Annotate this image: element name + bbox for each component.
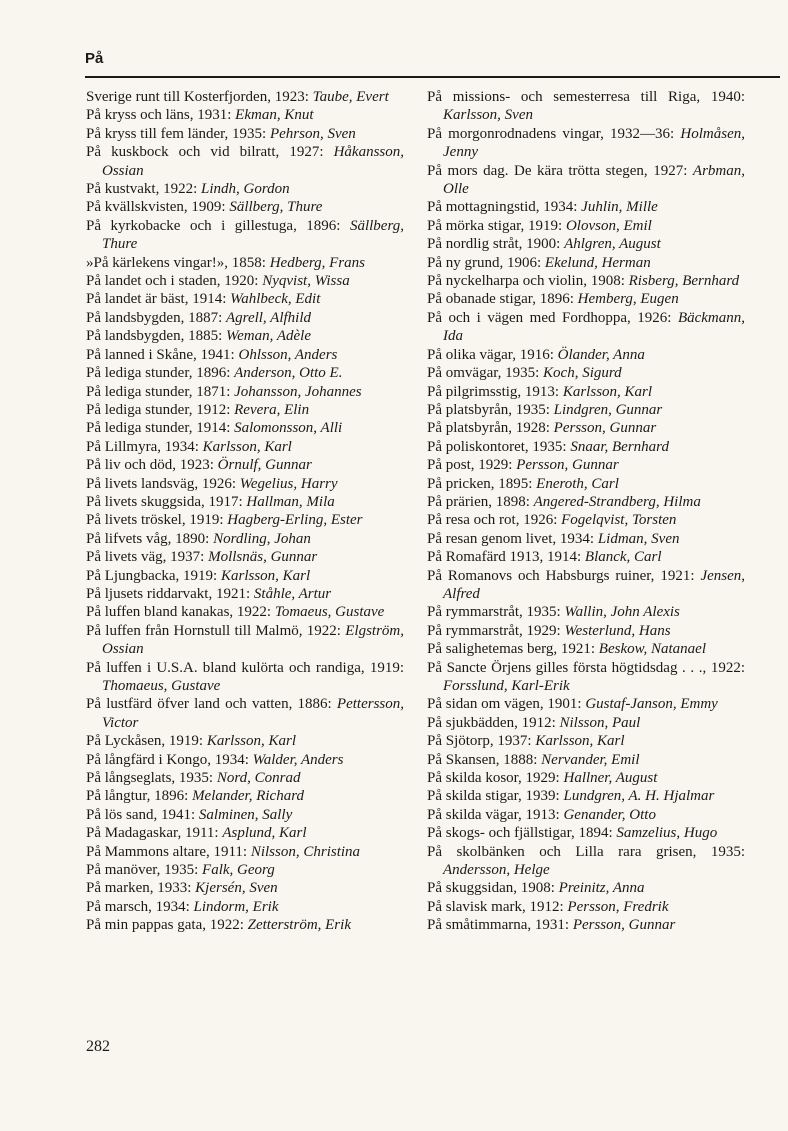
entry-title: På lediga stunder, 1914: [86,420,235,437]
index-entry [86,585,404,603]
entry-title: På Romanovs och Habsburgs ruiner, 1921: [427,567,701,584]
entry-author: Arbman, Olle [443,162,745,198]
entry-title: På morgonrodnadens vingar, 1932—36: [427,125,681,142]
entry-title: På Mammons altare, 1911: [86,843,251,860]
entry-author: Falk, Georg [202,862,275,879]
index-entry [86,695,404,732]
entry-title: På ljusets riddarvakt, 1921: [86,585,254,602]
entry-author: Anderson, Otto E. [234,365,343,382]
entry-title: »På kärlekens vingar!», 1858: [86,254,270,271]
index-entry [86,475,404,493]
entry-title: På ny grund, 1906: [427,254,545,271]
entry-author: Hedberg, Frans [269,254,365,271]
index-entry [86,309,404,327]
index-entry [86,383,404,401]
index-entry [86,567,404,585]
entry-author: Salomonsson, Alli [234,420,343,437]
entry-title: På platsbyrån, 1935: [427,401,554,418]
entry-author: Ståhle, Artur [253,585,332,602]
index-entry [427,475,745,493]
entry-title: På pricken, 1895: [427,475,537,492]
entry-title: På missions- och semesterresa till Riga, 1940: [427,89,745,105]
entry-title: På min pappas gata, 1922: [86,917,248,934]
index-entry [86,511,404,529]
index-entry [427,162,745,199]
entry-title: På landet är bäst, 1914: [86,291,231,308]
entry-title: På liv och död, 1923: [86,457,218,474]
entry-title: På omvägar, 1935: [427,365,544,382]
entry-title: På resan genom livet, 1934: [427,530,598,547]
index-entry [427,254,745,272]
entry-author: Melander, Richard [192,788,304,805]
entry-author: Ohlsson, Anders [238,346,338,363]
index-entry [86,530,404,548]
index-entry [427,879,745,897]
entry-author: Ekelund, Herman [544,254,651,271]
entry-author: Agrell, Alfhild [226,309,311,326]
index-entry [427,787,745,805]
entry-author: Hemberg, Eugen [577,291,679,308]
index-entry [86,787,404,805]
entry-author: Zetterström, Erik [247,917,351,934]
index-entry [86,493,404,511]
entry-title: På luffen från Hornstull till Malmö, 1922: [86,622,346,639]
index-entry [427,438,745,456]
entry-title: På kvällskvisten, 1909: [86,199,230,216]
entry-title: På rymmarstråt, 1929: [427,622,565,639]
index-entry [86,327,404,345]
index-entry [86,751,404,769]
entry-title: På lös sand, 1941: [86,806,199,823]
entry-title: På resa och rot, 1926: [427,512,562,529]
entry-title: På lediga stunder, 1871: [86,383,235,400]
entry-title: På manöver, 1935: [86,862,203,879]
index-entry [427,290,745,308]
index-entry [427,695,745,713]
entry-title: På skilda stigar, 1939: [427,788,564,805]
entry-author: Thomaeus, Gustave [102,678,221,694]
entry-title: På rymmarstråt, 1935: [427,604,565,621]
entry-title: På Sancte Örjens gilles första högtidsdag . . ., 1922: [427,659,745,676]
index-entry [427,456,745,474]
entry-author: Taube, Evert [312,89,389,105]
index-entry [427,622,745,640]
index-entry [427,217,745,235]
index-entry [86,272,404,290]
index-entry [427,272,745,290]
index-entry [427,898,745,916]
entry-author: Eneroth, Carl [536,475,619,492]
index-entry [427,530,745,548]
entry-title: På landsbygden, 1887: [86,309,226,326]
entry-author: Örnulf, Gunnar [217,457,312,474]
entry-title: På lanned i Skåne, 1941: [86,346,239,363]
entry-title: På kryss och läns, 1931: [86,107,236,124]
entry-author: Koch, Sigurd [543,365,622,382]
entry-author: Ölander, Anna [557,346,645,363]
entry-title: På småtimmarna, 1931: [427,917,573,934]
entry-author: Kjersén, Sven [195,880,278,897]
entry-title: På skilda vägar, 1913: [427,806,564,823]
entry-title: Sverige runt till Kosterfjorden, 1923: [86,89,313,105]
entry-author: Beskow, Natanael [598,641,706,658]
index-entry [427,125,745,162]
entry-title: På Lillmyra, 1934: [86,438,203,455]
entry-title: På och i vägen med Fordhoppa, 1926: [427,309,678,326]
index-entry [86,916,404,934]
entry-author: Gustaf-Janson, Emmy [585,696,718,713]
entry-author: Olovson, Emil [565,217,652,234]
entry-title: På poliskontoret, 1935: [427,438,571,455]
index-entry [86,364,404,382]
entry-author: Persson, Fredrik [567,898,669,915]
entry-title: På kustvakt, 1922: [86,181,201,198]
entry-author: Hallner, August [563,770,658,787]
entry-author: Johansson, Johannes [234,383,362,400]
entry-title: På landsbygden, 1885: [86,328,226,345]
entry-author: Revera, Elin [234,401,310,418]
entry-title: På kryss till fem länder, 1935: [86,125,270,142]
entry-title: På luffen i U.S.A. bland kulörta och randiga, 1919: [86,659,404,676]
entry-author: Nervander, Emil [541,751,640,768]
index-entry [86,843,404,861]
entry-author: Ekman, Knut [235,107,314,124]
entry-author: Lidman, Sven [597,530,680,547]
index-entry [427,751,745,769]
entry-author: Pettersson, Victor [102,696,404,731]
entry-title: På kyrkobacke och i gillestuga, 1896: [86,217,350,234]
entry-title: På skilda kosor, 1929: [427,770,564,787]
entry-author: Persson, Gunnar [553,420,657,437]
index-entry [86,622,404,659]
header-rule [85,76,780,78]
entry-title: På nyckelharpa och violin, 1908: [427,273,629,290]
entry-title: På skogs- och fjällstigar, 1894: [427,825,617,842]
entry-author: Mollsnäs, Gunnar [208,549,318,566]
entry-author: Nilsson, Christina [250,843,361,860]
entry-author: Bäckmann, Ida [443,309,745,345]
entry-author: Preinitz, Anna [558,880,645,897]
entry-author: Tomaeus, Gustave [274,604,385,621]
entry-title: På kuskbock och vid bilratt, 1927: [86,144,334,161]
entry-title: På Romafärd 1913, 1914: [427,549,585,566]
index-entry [86,824,404,842]
index-entry [427,824,745,842]
entry-author: Karlsson, Karl [562,383,653,400]
entry-author: Karlsson, Karl [206,733,297,750]
right-column [427,88,745,935]
entry-author: Westerlund, Hans [564,622,671,639]
entry-author: Lindgren, Gunnar [553,401,663,418]
entry-author: Karlsson, Karl [202,438,292,455]
entry-author: Nordling, Johan [213,530,311,547]
entry-author: Nyqvist, Wissa [262,273,350,290]
index-entry [86,769,404,787]
entry-title: På landet och i staden, 1920: [86,273,263,290]
entry-author: Wegelius, Harry [239,475,338,492]
index-entry [427,659,745,696]
entry-title: På nordlig stråt, 1900: [427,236,565,253]
entry-author: Risberg, Bernhard [628,273,740,290]
index-entry [86,806,404,824]
index-entry [86,88,404,106]
entry-title: På Sjötorp, 1937: [427,733,536,750]
index-entry [427,769,745,787]
entry-author: Salminen, Sally [198,806,293,823]
index-entry [86,125,404,143]
entry-author: Juhlin, Mille [581,199,658,216]
entry-author: Lindorm, Erik [193,898,279,915]
index-entry [427,383,745,401]
entry-title: På mors dag. De kära trötta stegen, 1927: [427,162,693,179]
entry-author: Karlsson, Karl [220,567,311,584]
entry-author: Nilsson, Paul [559,714,641,731]
index-entry [86,603,404,621]
entry-title: På marsch, 1934: [86,898,194,915]
entry-title: På sidan om vägen, 1901: [427,696,586,713]
entry-title: På lediga stunder, 1912: [86,401,235,418]
index-entry [86,861,404,879]
entry-author: Genander, Otto [563,806,656,823]
entry-title: På salighetemas berg, 1921: [427,641,599,658]
index-entry [427,346,745,364]
entry-author: Pehrson, Sven [269,125,356,142]
index-entry [427,732,745,750]
index-entry [86,217,404,254]
index-entry [427,309,745,346]
index-entry [86,254,404,272]
entry-author: Håkansson, Ossian [102,144,404,179]
index-entry [86,106,404,124]
entry-author: Persson, Gunnar [572,917,676,934]
entry-title: På Skansen, 1888: [427,751,542,768]
entry-author: Asplund, Karl [222,825,307,842]
index-entry [86,180,404,198]
index-entry [427,419,745,437]
index-entry [86,456,404,474]
index-entry [86,438,404,456]
index-entry [86,401,404,419]
entry-title: På skolbänken och Lilla rara grisen, 1935: [427,843,745,860]
index-entry [427,806,745,824]
entry-title: På mottagningstid, 1934: [427,199,582,216]
entry-title: På obanade stigar, 1896: [427,291,578,308]
index-entry [86,419,404,437]
entry-author: Weman, Adèle [226,328,311,345]
index-entry [427,548,745,566]
entry-author: Holmåsen, Jenny [443,125,745,161]
entry-title: På livets landsväg, 1926: [86,475,240,492]
index-entry [427,511,745,529]
index-entry [86,290,404,308]
entry-title: På långtur, 1896: [86,788,193,805]
index-entry [427,640,745,658]
entry-title: På sjukbädden, 1912: [427,714,560,731]
index-entry [86,879,404,897]
entry-title: På prärien, 1898: [427,493,534,510]
entry-title: På livets väg, 1937: [86,549,209,566]
entry-author: Persson, Gunnar [516,457,619,474]
entry-title: På skuggsidan, 1908: [427,880,559,897]
index-entry [86,548,404,566]
entry-author: Walder, Anders [252,751,344,768]
index-entry [427,916,745,934]
entry-title: På Ljungbacka, 1919: [86,567,221,584]
entry-author: Karlsson, Karl [535,733,625,750]
index-entry [427,364,745,382]
entry-title: På lediga stunder, 1896: [86,365,235,382]
page-number: 282 [86,1038,110,1055]
entry-author: Lundgren, A. H. Hjalmar [563,788,715,805]
entry-title: På livets tröskel, 1919: [86,512,228,529]
entry-author: Fogelqvist, Torsten [561,512,677,529]
entry-title: På lustfärd öfver land och vatten, 1886: [86,696,337,713]
entry-title: På luffen bland kanakas, 1922: [86,604,275,621]
entry-title: På post, 1929: [427,457,517,474]
entry-title: På Lyckåsen, 1919: [86,733,207,750]
index-entry [427,198,745,216]
running-head: På [85,50,104,67]
index-entry [427,843,745,880]
entry-title: På olika vägar, 1916: [427,346,558,363]
entry-author: Elgström, Ossian [102,622,404,658]
index-entry [86,732,404,750]
entry-title: På långseglats, 1935: [86,770,217,787]
entry-title: På pilgrimsstig, 1913: [427,383,563,400]
index-entry [427,567,745,604]
entry-title: På livets skuggsida, 1917: [86,493,247,510]
entry-author: Hagberg-Erling, Ester [227,512,363,529]
index-entry [86,659,404,696]
entry-author: Forsslund, Karl-Erik [443,678,570,694]
entry-author: Wallin, John Alexis [564,604,680,621]
entry-title: På slavisk mark, 1912: [427,898,568,915]
index-entry [86,143,404,180]
left-column [86,88,404,935]
entry-title: På långfärd i Kongo, 1934: [86,751,253,768]
entry-title: På lifvets våg, 1890: [86,530,214,547]
entry-author: Andersson, Helge [443,862,550,879]
entry-author: Ahlgren, August [564,236,661,253]
index-entry [427,603,745,621]
entry-author: Snaar, Bernhard [570,438,669,455]
entry-author: Hallman, Mila [246,493,335,510]
entry-title: På platsbyrån, 1928: [427,420,554,437]
entry-author: Samzelius, Hugo [616,825,718,842]
entry-author: Sällberg, Thure [102,217,404,253]
index-entry [86,898,404,916]
entry-author: Blanck, Carl [584,549,662,566]
entry-title: På marken, 1933: [86,880,196,897]
entry-author: Jensen, Alfred [443,567,745,602]
entry-author: Karlsson, Sven [443,107,533,124]
entry-author: Angered-Strandberg, Hilma [533,493,701,510]
index-entry [427,235,745,253]
index-entry [427,401,745,419]
index-entry [427,88,745,125]
index-entry [427,714,745,732]
index-entry [86,346,404,364]
entry-author: Lindh, Gordon [201,181,290,198]
entry-author: Sällberg, Thure [229,199,323,216]
entry-title: På mörka stigar, 1919: [427,217,566,234]
entry-author: Wahlbeck, Edit [230,291,321,308]
entry-author: Nord, Conrad [216,770,301,787]
index-entry [427,493,745,511]
index-entry [86,198,404,216]
entry-title: På Madagaskar, 1911: [86,825,223,842]
